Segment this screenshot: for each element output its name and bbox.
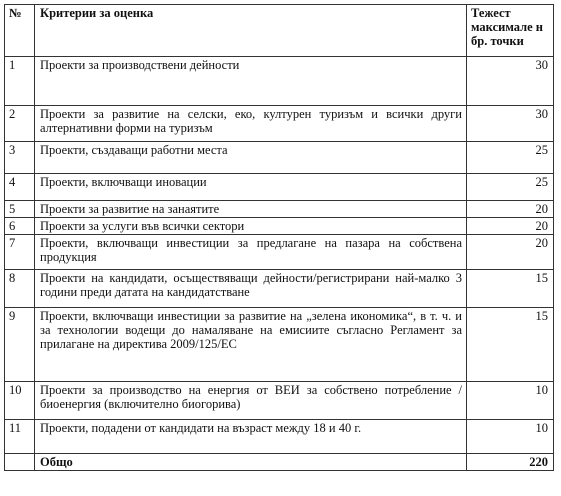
row-number: 1 bbox=[5, 57, 35, 106]
header-number: № bbox=[5, 5, 35, 57]
row-number: 10 bbox=[5, 382, 35, 420]
header-points: Тежест максимале н бр. точки bbox=[467, 5, 554, 57]
row-points: 25 bbox=[467, 142, 554, 174]
row-points: 10 bbox=[467, 420, 554, 454]
row-points: 15 bbox=[467, 270, 554, 308]
row-criteria: Проекти, подадени от кандидати на възраст между 18 и 40 г. bbox=[35, 420, 467, 454]
row-points: 20 bbox=[467, 218, 554, 235]
row-points: 25 bbox=[467, 174, 554, 201]
row-criteria: Проекти за развитие на занаятите bbox=[35, 201, 467, 218]
header-row bbox=[5, 5, 554, 57]
table-row bbox=[5, 420, 554, 454]
row-criteria: Проекти, включващи инвестиции за предлагане на пазара на собствена продукция bbox=[35, 235, 467, 270]
table-row bbox=[5, 235, 554, 270]
table-row bbox=[5, 382, 554, 420]
row-criteria: Проекти, включващи инвестиции за развитие на „зелена икономика“, в т. ч. и за технологии водещи до намаляване на емисиите съгласно Регламент за прилагане на директива 2009/125/ЕС bbox=[35, 308, 467, 382]
table-row bbox=[5, 308, 554, 382]
row-number: 5 bbox=[5, 201, 35, 218]
row-number: 3 bbox=[5, 142, 35, 174]
total-label: Общо bbox=[35, 454, 467, 471]
criteria-table bbox=[4, 4, 554, 471]
row-criteria: Проекти, включващи иновации bbox=[35, 174, 467, 201]
table-row bbox=[5, 218, 554, 235]
table-row bbox=[5, 142, 554, 174]
table-row bbox=[5, 270, 554, 308]
row-criteria: Проекти за развитие на селски, еко, културен туризъм и всички други алтернативни форми на туризъм bbox=[35, 106, 467, 142]
row-number: 6 bbox=[5, 218, 35, 235]
row-points: 20 bbox=[467, 201, 554, 218]
row-points: 15 bbox=[467, 308, 554, 382]
row-number: 2 bbox=[5, 106, 35, 142]
table-row bbox=[5, 174, 554, 201]
table-row bbox=[5, 57, 554, 106]
row-criteria: Проекти на кандидати, осъществяващи дейности/регистрирани най-малко 3 години преди датата на кандидатстване bbox=[35, 270, 467, 308]
row-number: 4 bbox=[5, 174, 35, 201]
row-criteria: Проекти за производствени дейности bbox=[35, 57, 467, 106]
total-row bbox=[5, 454, 554, 471]
row-number: 7 bbox=[5, 235, 35, 270]
row-number: 11 bbox=[5, 420, 35, 454]
row-points: 10 bbox=[467, 382, 554, 420]
total-points: 220 bbox=[467, 454, 554, 471]
total-number-cell bbox=[5, 454, 35, 471]
row-number: 8 bbox=[5, 270, 35, 308]
table-row bbox=[5, 201, 554, 218]
row-number: 9 bbox=[5, 308, 35, 382]
row-points: 20 bbox=[467, 235, 554, 270]
row-criteria: Проекти, създаващи работни места bbox=[35, 142, 467, 174]
header-criteria: Критерии за оценка bbox=[35, 5, 467, 57]
row-criteria: Проекти за услуги във всички сектори bbox=[35, 218, 467, 235]
row-points: 30 bbox=[467, 106, 554, 142]
row-criteria: Проекти за производство на енергия от ВЕИ за собствено потребление / биоенергия (включително биогорива) bbox=[35, 382, 467, 420]
table-row bbox=[5, 106, 554, 142]
row-points: 30 bbox=[467, 57, 554, 106]
